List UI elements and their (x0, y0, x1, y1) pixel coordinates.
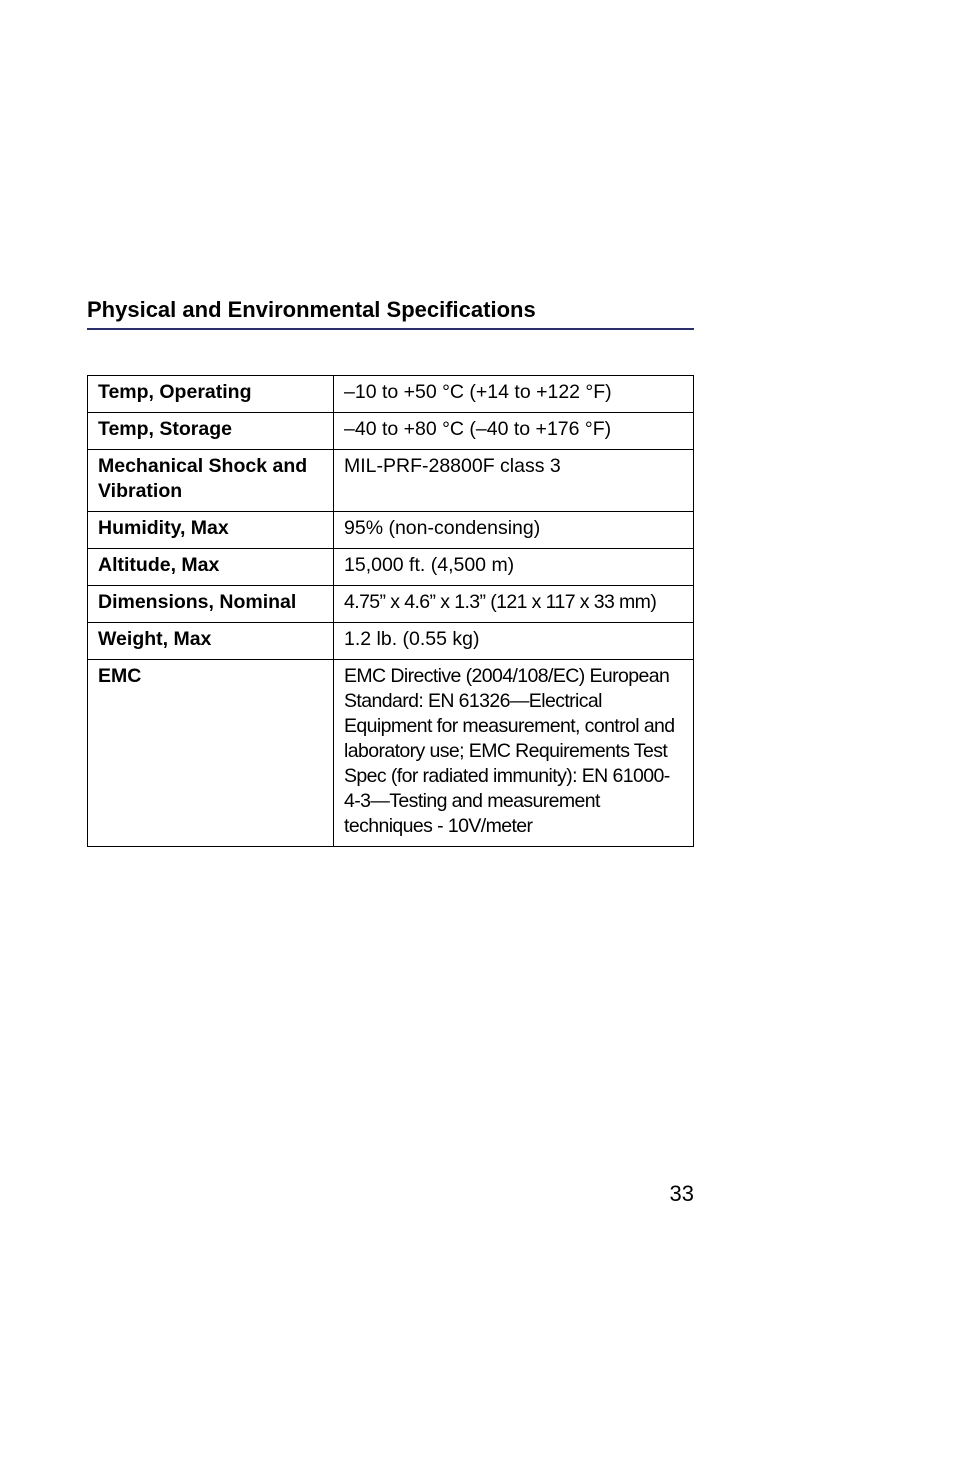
page-number: 33 (669, 1181, 694, 1206)
table-row (88, 623, 694, 660)
spec-value: EMC Directive (2004/108/EC) European Standard: EN 61326—Electrical Equipment for measurement, control and laboratory use; EMC Requirements Test Spec (for radiated immunity): EN 61000-4-3—Testing and measurement techniques - 10V/meter (334, 660, 694, 847)
spec-value: –10 to +50 °C (+14 to +122 °F) (334, 376, 694, 413)
spec-value: 1.2 lb. (0.55 kg) (334, 623, 694, 660)
spec-label: Temp, Storage (88, 413, 334, 450)
spec-label: Mechanical Shock and Vibration (88, 450, 334, 512)
table-row (88, 660, 694, 847)
table-row (88, 450, 694, 512)
table-row (88, 586, 694, 623)
specifications-table (87, 375, 694, 847)
table-row (88, 413, 694, 450)
table-row (88, 512, 694, 549)
spec-label: Dimensions, Nominal (88, 586, 334, 623)
spec-label: Weight, Max (88, 623, 334, 660)
spec-value: –40 to +80 °C (–40 to +176 °F) (334, 413, 694, 450)
table-row (88, 376, 694, 413)
table-row (88, 549, 694, 586)
spec-label: Altitude, Max (88, 549, 334, 586)
spec-value: 4.75” x 4.6” x 1.3” (121 x 117 x 33 mm) (334, 586, 694, 623)
spec-value: MIL-PRF-28800F class 3 (334, 450, 694, 512)
spec-value: 15,000 ft. (4,500 m) (334, 549, 694, 586)
spec-value: 95% (non-condensing) (334, 512, 694, 549)
spec-label: Temp, Operating (88, 376, 334, 413)
page-title: Physical and Environmental Specifications (87, 297, 536, 322)
title-underline (87, 328, 694, 330)
spec-label: Humidity, Max (88, 512, 334, 549)
spec-label: EMC (88, 660, 334, 847)
